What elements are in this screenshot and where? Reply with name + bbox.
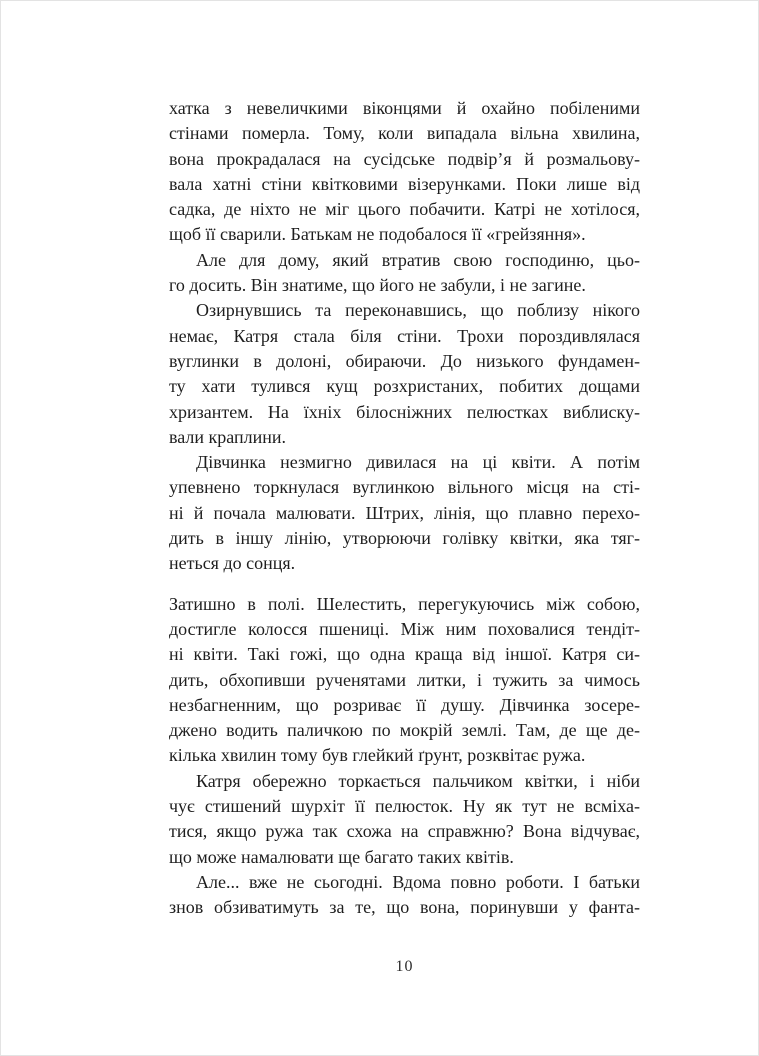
text-line: садка, де ніхто не міг цього побачити. Катрі не хотілося, bbox=[169, 199, 640, 220]
text-line: Дівчинка незмигно дивилася на ці квіти. А потім bbox=[196, 452, 640, 473]
text-line: Катря обережно торкається пальчиком квітки, і ніби bbox=[196, 770, 640, 791]
text-line: немає, Катря стала біля стіни. Трохи пороздивлялася bbox=[169, 325, 640, 346]
text-line: вала хатні стіни квітковими візерунками. Поки лише від bbox=[169, 173, 640, 194]
text-block bbox=[169, 96, 640, 921]
text-line: дить в іншу лінію, утворюючи голівку квітки, яка тяг- bbox=[169, 528, 640, 549]
text-line: хатка з невеличкими віконцями й охайно побіленими bbox=[169, 98, 640, 118]
text-line: що може намалювати ще багато таких квітів. bbox=[169, 846, 514, 867]
paragraph bbox=[169, 248, 640, 299]
text-line: тися, якщо ружа так схожа на справжню? Вона відчуває, bbox=[169, 821, 640, 842]
text-line: упевнено торкнулася вуглинкою вільного місця на сті- bbox=[169, 477, 640, 498]
text-line: джено водить паличкою по мокрій землі. Там, де ще де- bbox=[169, 720, 640, 741]
text-line: ні квіти. Такі гожі, що одна краща від іншої. Катря си- bbox=[169, 644, 640, 665]
text-line: кілька хвилин тому був глейкий ґрунт, розквітає ружа. bbox=[169, 745, 586, 766]
paragraph bbox=[169, 769, 640, 870]
paragraph bbox=[169, 592, 640, 769]
text-line: дить, обхопивши рученятами литки, і тужить за чимось bbox=[169, 669, 640, 690]
paragraph bbox=[169, 298, 640, 450]
text-line: Але для дому, який втратив свою господиню, цьо- bbox=[196, 249, 640, 270]
text-line: ту хати тулився кущ розхристаних, побитих дощами bbox=[169, 376, 640, 397]
text-line: вона прокрадалася на сусідське подвір’я й розмальову- bbox=[169, 148, 640, 169]
text-line: вуглинки в долоні, обираючи. До низького фундамен- bbox=[169, 350, 640, 371]
text-line: достигле колосся пшениці. Між ним поховалися тендіт- bbox=[169, 618, 640, 639]
text-line: неться до сонця. bbox=[169, 553, 296, 574]
paragraph bbox=[169, 96, 640, 248]
text-line: хризантем. На їхніх білосніжних пелюстках виблиску- bbox=[169, 401, 640, 422]
text-line: чує стишений шурхіт її пелюсток. Ну як тут не всміха- bbox=[169, 796, 640, 817]
text-line: Озирнувшись та переконавшись, що поблизу нікого bbox=[196, 300, 640, 321]
text-line: незбагненним, що розриває її душу. Дівчинка зосере- bbox=[169, 694, 640, 715]
text-line: го досить. Він знатиме, що його не забули, і не загине. bbox=[169, 275, 586, 296]
text-line: Але... вже не сьогодні. Вдома повно роботи. І батьки bbox=[196, 871, 640, 892]
text-line: вали краплини. bbox=[169, 426, 287, 447]
text-line: Затишно в полі. Шелестить, перегукуючись між собою, bbox=[169, 593, 640, 614]
paragraph bbox=[169, 450, 640, 576]
text-line: щоб її сварили. Батькам не подобалося її «грейзяння». bbox=[169, 224, 586, 245]
text-line: ні й почала малювати. Штрих, лінія, що плавно перехо- bbox=[169, 502, 640, 523]
paragraph bbox=[169, 870, 640, 921]
page-number: 10 bbox=[395, 958, 414, 975]
text-line: стінами померла. Тому, коли випадала вільна хвилина, bbox=[169, 123, 640, 144]
text-line: знов обзиватимуть за те, що вона, поринувши у фанта- bbox=[169, 897, 640, 918]
